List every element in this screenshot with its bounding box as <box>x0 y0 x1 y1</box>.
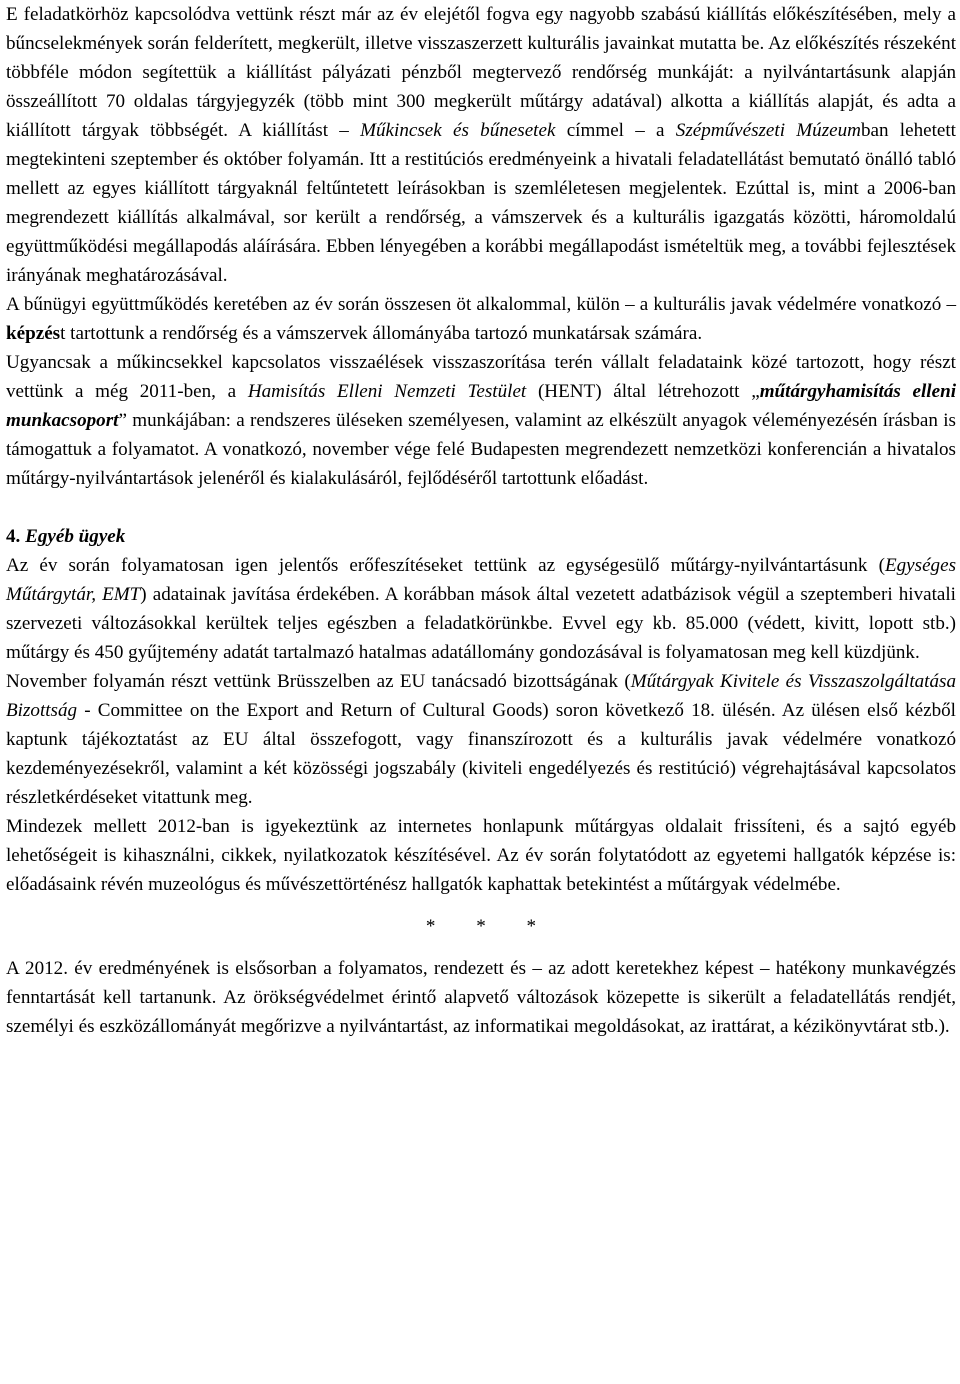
bold-italic-text: műtárgyhamisítás elleni munkacsoport <box>6 381 956 431</box>
intro-paragraphs <box>6 0 956 493</box>
text-segment: ) adatainak javítása érdekében. A korábban mások által vezetett adatbázisok végül a szeptemberi hivatali szervezeti változásokkal kerültek teljes egészben a feladatkörünkbe. Evvel egy kb. 85.000 (védett, kivitt, lopott stb.) műtárgy és 450 gyűjtemény adatát tartalmazó hatalmas adatállomány gondozásával is folyamatosan meg kell küzdjünk. <box>6 584 956 663</box>
paragraph <box>6 551 956 667</box>
text-segment: ” munkájában: a rendszeres üléseken személyesen, valamint az elkészült anyagok véleményezésén írásban is támogattuk a folyamatot. A vonatkozó, november vége felé Budapesten megrendezett nemzetközi konferencián a hivatalos műtárgy-nyilvántartások jelenéről és kialakulásáról, fejlődéséről tartottunk előadást. <box>6 410 956 489</box>
section-title: Egyéb ügyek <box>25 526 126 547</box>
italic-text: Műkincsek és bűnesetek <box>360 120 556 141</box>
paragraph <box>6 667 956 812</box>
section-heading <box>6 522 956 551</box>
italic-text: Műtárgyak Kivitele és Visszaszolgáltatása Bizottság <box>6 671 956 721</box>
paragraph <box>6 812 956 899</box>
bold-text: képzés <box>6 323 61 344</box>
paragraph <box>6 348 956 493</box>
text-segment: t tartottunk a rendőrség és a vámszervek állományába tartozó munkatársak számára. <box>60 323 703 344</box>
text-segment: Mindezek mellett 2012-ban is igyekeztünk az internetes honlapunk műtárgyas oldalait frissíteni, és a sajtó egyéb lehetőségeit is kihasználni, cikkek, nyilatkozatok készítésével. Az év során folytatódott az egyetemi hallgatók képzése is: előadásaink révén muzeológus és művészettörténész hallgatók kaphattak betekintést a műtárgyak védelmébe. <box>6 816 956 895</box>
paragraph <box>6 0 956 290</box>
italic-text: Szépművészeti Múzeum <box>675 120 861 141</box>
paragraph <box>6 290 956 348</box>
text-segment: A bűnügyi együttműködés keretében az év során összesen öt alkalommal, külön – a kulturális javak védelmére vonatkozó – <box>6 294 956 315</box>
text-segment: (HENT) által létrehozott „ <box>526 381 760 402</box>
text-segment: Az év során folyamatosan igen jelentős erőfeszítéseket tettünk az egységesülő műtárgy-nyilvántartásunk ( <box>6 555 885 576</box>
text-segment: November folyamán részt vettünk Brüsszelben az EU tanácsadó bizottságának ( <box>6 671 631 692</box>
text-segment: E feladatkörhöz kapcsolódva vettünk részt már az év elejétől fogva egy nagyobb szabású kiállítás előkészítésében, mely a bűncselekmények során felderített, megkerült, illetve visszaszerzett kulturális javainkat mutatta be. Az előkészítés részeként többféle módon segítettük a kiállítást pályázati pénzből megtervező rendőrség munkáját: a nyilvántartásunk alapján összeállított 70 oldalas tárgyjegyzék (több mint 300 megkerült műtárgy adatával) alkotta a kiállítás alapját, és adta a kiállított tárgyak többségét. A kiállítást – <box>6 4 956 141</box>
separator-asterisks: * * * <box>425 916 537 937</box>
italic-text: Hamisítás Elleni Nemzeti Testület <box>247 381 527 402</box>
text-segment: címmel – a <box>555 120 676 141</box>
text-segment: Ugyancsak a műkincsekkel kapcsolatos visszaélések visszaszorítása terén vállalt feladataink közé tartozott, hogy részt vettünk a még 2011-ben, a <box>6 352 956 402</box>
document-page <box>6 0 956 1041</box>
section-paragraphs <box>6 551 956 899</box>
italic-text: Egységes Műtárgytár, EMT <box>6 555 956 605</box>
section-number: 4. <box>6 526 21 547</box>
text-segment: - Committee on the Export and Return of Cultural Goods) soron következő 18. ülésén. Az ülésen első kézből kaptunk tájékoztatást az EU által összefogott, vagy finanszírozott és a kulturális javak védelmére vonatkozó kezdeményezésekről, valamint a két közösségi jogszabály (kiviteli engedélyezés és restitúció) végrehajtásával kapcsolatos részletkérdéseket vitattunk meg. <box>6 700 956 808</box>
text-segment: A 2012. év eredményének is elsősorban a folyamatos, rendezett és – az adott keretekhez képest – hatékony munkavégzés fenntartását kell tartanunk. Az örökségvédelmet érintő alapvető változások közepette is sikerült a feladatellátás rendjét, személyi és eszközállományát megőrizve a nyilvántartást, az informatikai megoldásokat, az irattárat, a kézikönyvtárat stb.). <box>6 958 956 1037</box>
closing-section <box>6 954 956 1041</box>
paragraph <box>6 954 956 1041</box>
text-segment: ban lehetett megtekinteni szeptember és október folyamán. Itt a restitúciós eredményeink a hivatali feladatellátást bemutató önálló tabló mellett az egyes kiállított tárgyaknál feltűntetett leírásokban is szemléletesen megjelentek. Ezúttal is, mint a 2006-ban megrendezett kiállítás alkalmával, sor került a rendőrség, a vámszervek és a kulturális igazgatás közötti, háromoldalú együttműködési megállapodás aláírására. Ebben lényegében a korábbi megállapodást ismételtük meg, a további fejlesztések irányának meghatározásával. <box>6 120 956 286</box>
